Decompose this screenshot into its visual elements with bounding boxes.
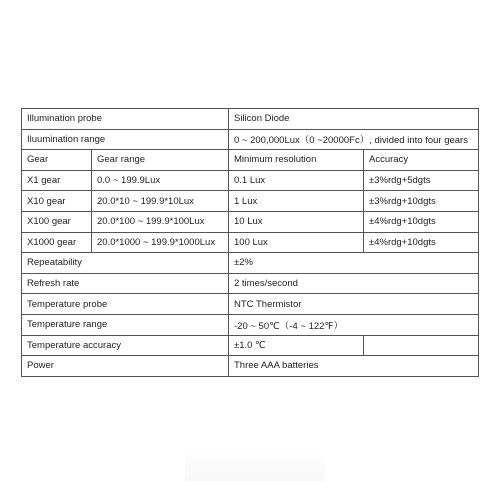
gear-range-cell: 20.0*10 ~ 199.9*10Lux: [92, 191, 229, 212]
repeatability-label: Repeatability: [22, 253, 229, 274]
specification-table: [21, 108, 479, 377]
temperature-probe-label: Temperature probe: [22, 294, 229, 315]
table-row: [22, 211, 479, 232]
illumination-range-value: 0 ~ 200,000Lux（0 ~20000Fc）, divided into four gears: [229, 129, 479, 150]
table-row: [22, 170, 479, 191]
table-row: [22, 273, 479, 294]
refresh-rate-label: Refresh rate: [22, 273, 229, 294]
table-row: [22, 356, 479, 377]
accuracy-cell: ±4%rdg+10dgts: [364, 211, 479, 232]
resolution-cell: 10 Lux: [229, 211, 364, 232]
gear-range-cell: 0.0 ~ 199.9Lux: [92, 170, 229, 191]
table-header-row: [22, 150, 479, 171]
gear-range-header: Gear range: [92, 150, 229, 171]
min-resolution-header: Minimum resolution: [229, 150, 364, 171]
temperature-probe-value: NTC Thermistor: [229, 294, 479, 315]
table-row: [22, 314, 479, 335]
gear-cell: X100 gear: [22, 211, 92, 232]
table-row: [22, 232, 479, 253]
repeatability-value: ±2%: [229, 253, 479, 274]
table-row: [22, 109, 479, 130]
gear-range-cell: 20.0*1000 ~ 199.9*1000Lux: [92, 232, 229, 253]
accuracy-cell: ±3%rdg+10dgts: [364, 191, 479, 212]
temperature-range-value: -20 ~ 50℃（-4 ~ 122℉）: [229, 314, 479, 335]
gear-range-cell: 20.0*100 ~ 199.9*100Lux: [92, 211, 229, 232]
gear-cell: X10 gear: [22, 191, 92, 212]
temperature-accuracy-label: Temperature accuracy: [22, 335, 229, 356]
table-row: [22, 294, 479, 315]
table-row: [22, 335, 479, 356]
power-label: Power: [22, 356, 229, 377]
resolution-cell: 0.1 Lux: [229, 170, 364, 191]
illumination-probe-label: Illumination probe: [22, 109, 229, 130]
temperature-range-label: Temperature range: [22, 314, 229, 335]
faint-shadow: [185, 455, 325, 481]
gear-header: Gear: [22, 150, 92, 171]
accuracy-header: Accuracy: [364, 150, 479, 171]
resolution-cell: 1 Lux: [229, 191, 364, 212]
empty-cell: [364, 335, 479, 356]
resolution-cell: 100 Lux: [229, 232, 364, 253]
gear-cell: X1 gear: [22, 170, 92, 191]
table-row: [22, 253, 479, 274]
table-row: [22, 129, 479, 150]
illumination-probe-value: Silicon Diode: [229, 109, 479, 130]
refresh-rate-value: 2 times/second: [229, 273, 479, 294]
illumination-range-label: Iluumination range: [22, 129, 229, 150]
accuracy-cell: ±3%rdg+5dgts: [364, 170, 479, 191]
accuracy-cell: ±4%rdg+10dgts: [364, 232, 479, 253]
gear-cell: X1000 gear: [22, 232, 92, 253]
power-value: Three AAA batteries: [229, 356, 479, 377]
temperature-accuracy-value: ±1.0 ℃: [229, 335, 364, 356]
table-row: [22, 191, 479, 212]
